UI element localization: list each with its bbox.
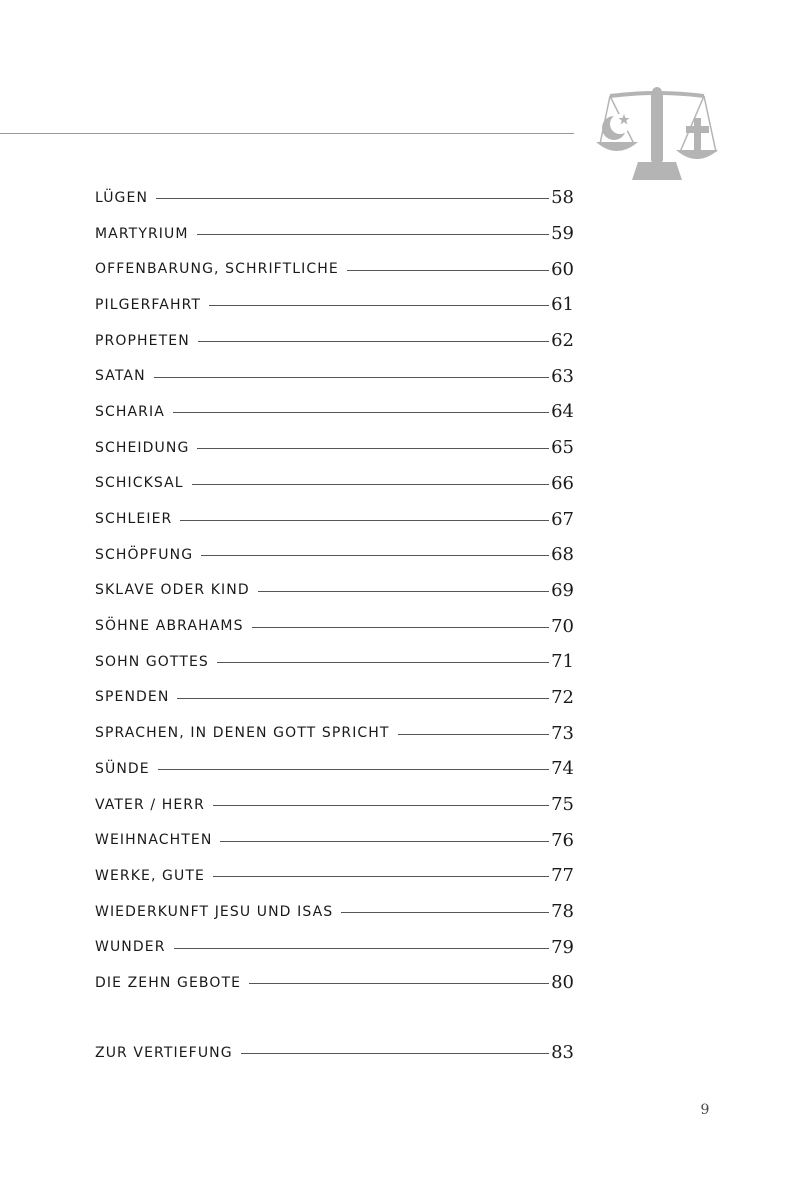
toc-leader-line (156, 198, 549, 199)
toc-entry-page-number: 76 (551, 829, 574, 851)
toc-entry-page-number: 70 (551, 615, 574, 637)
toc-entry (95, 394, 574, 430)
toc-entry-title: PROPHETEN (95, 332, 190, 349)
toc-entry (95, 787, 574, 823)
toc-entry-page-number: 80 (551, 972, 574, 994)
toc-entry-page-number: 75 (551, 794, 574, 816)
toc-entry-title: LÜGEN (95, 189, 149, 206)
toc-leader-line (252, 627, 550, 628)
toc-entry (95, 287, 574, 323)
toc-entry (95, 680, 574, 716)
toc-leader-line (197, 234, 550, 235)
toc-entry (95, 858, 574, 894)
toc-leader-line (209, 305, 549, 306)
toc-entry (95, 216, 574, 252)
toc-entry-title: SCHLEIER (95, 511, 173, 528)
toc-entry-page-number: 58 (551, 187, 574, 209)
toc-entry-title: SOHN GOTTES (95, 653, 209, 670)
toc-leader-line (198, 341, 549, 342)
toc-entry-page-number: 61 (551, 294, 574, 316)
toc-entry-title: OFFENBARUNG, SCHRIFTLICHE (95, 261, 339, 278)
toc-leader-line (341, 912, 549, 913)
toc-leader-line (174, 948, 550, 949)
toc-leader-line (158, 769, 549, 770)
toc-entry-page-number: 59 (551, 223, 574, 245)
toc-entry-title: SPENDEN (95, 689, 170, 706)
toc-entry-title: WIEDERKUNFT JESU UND ISAS (95, 903, 334, 920)
toc-entry-title: SKLAVE ODER KIND (95, 582, 250, 599)
toc-entry (95, 358, 574, 394)
toc-entry-title: DIE ZEHN GEBOTE (95, 974, 242, 991)
toc-leader-line (173, 412, 549, 413)
toc-entry-title: SCHARIA (95, 403, 165, 420)
toc-entry (95, 430, 574, 466)
toc-entry-page-number: 65 (551, 437, 574, 459)
toc-entry-page-number: 63 (551, 365, 574, 387)
toc-entry-page-number: 83 (551, 1042, 574, 1063)
toc-entry (95, 573, 574, 609)
toc-leader-line (249, 983, 549, 984)
toc-entry (95, 929, 574, 965)
toc-leader-line (177, 698, 549, 699)
toc-entry-page-number: 78 (551, 901, 574, 923)
toc-leader-line (217, 662, 549, 663)
toc-entry-title: SCHÖPFUNG (95, 546, 194, 563)
toc-entry-page-number: 68 (551, 544, 574, 566)
toc-entry (95, 715, 574, 751)
toc-entry-title: VATER / HERR (95, 796, 205, 813)
toc-entry (95, 466, 574, 502)
header-rule (0, 133, 574, 134)
toc-entry-title: ZUR VERTIEFUNG (95, 1044, 233, 1061)
toc-entry-page-number: 74 (551, 758, 574, 780)
toc-entry (95, 501, 574, 537)
toc-entry-page-number: 67 (551, 508, 574, 530)
toc-entry-page-number: 69 (551, 579, 574, 601)
balance-scale-crescent-cross-icon (596, 84, 718, 184)
toc-leader-line (241, 1053, 549, 1054)
toc-leader-line (213, 805, 549, 806)
toc-entry-title: SATAN (95, 368, 146, 385)
table-of-contents (95, 180, 574, 1001)
toc-entry-title: WUNDER (95, 939, 166, 956)
toc-entry (95, 180, 574, 216)
toc-entry (95, 751, 574, 787)
toc-entry (95, 894, 574, 930)
toc-entry-page-number: 72 (551, 686, 574, 708)
toc-entry-page-number: 77 (551, 865, 574, 887)
toc-entry (95, 251, 574, 287)
toc-entry-title: WEIHNACHTEN (95, 832, 213, 849)
toc-entry-page-number: 79 (551, 936, 574, 958)
page-number: 9 (700, 1102, 710, 1118)
toc-entry-title: SPRACHEN, IN DENEN GOTT SPRICHT (95, 725, 390, 742)
toc-leader-line (201, 555, 549, 556)
toc-entry-title: SÜNDE (95, 760, 150, 777)
toc-entry (95, 323, 574, 359)
toc-leader-line (220, 841, 549, 842)
toc-entry-title: SCHICKSAL (95, 475, 184, 492)
toc-entry (95, 537, 574, 573)
toc-entry-page-number: 62 (551, 330, 574, 352)
toc-entry-title: SÖHNE ABRAHAMS (95, 618, 244, 635)
toc-entry (95, 965, 574, 1001)
toc-entry-title: WERKE, GUTE (95, 867, 205, 884)
toc-entry-page-number: 73 (551, 722, 574, 744)
toc-leader-line (180, 520, 549, 521)
toc-leader-line (258, 591, 549, 592)
toc-leader-line (347, 270, 549, 271)
toc-leader-line (192, 484, 549, 485)
toc-entry-title: SCHEIDUNG (95, 439, 190, 456)
toc-entry (95, 608, 574, 644)
toc-leader-line (197, 448, 549, 449)
toc-entry-page-number: 66 (551, 472, 574, 494)
toc-entry-zur-vertiefung (95, 1035, 574, 1070)
toc-leader-line (398, 734, 550, 735)
toc-entry-page-number: 64 (551, 401, 574, 423)
toc-entry-page-number: 71 (551, 651, 574, 673)
toc-entry (95, 644, 574, 680)
toc-entry-title: MARTYRIUM (95, 225, 189, 242)
toc-entry-title: PILGERFAHRT (95, 296, 202, 313)
toc-entry (95, 822, 574, 858)
toc-entry-page-number: 60 (551, 258, 574, 280)
toc-leader-line (154, 377, 549, 378)
toc-leader-line (213, 876, 549, 877)
